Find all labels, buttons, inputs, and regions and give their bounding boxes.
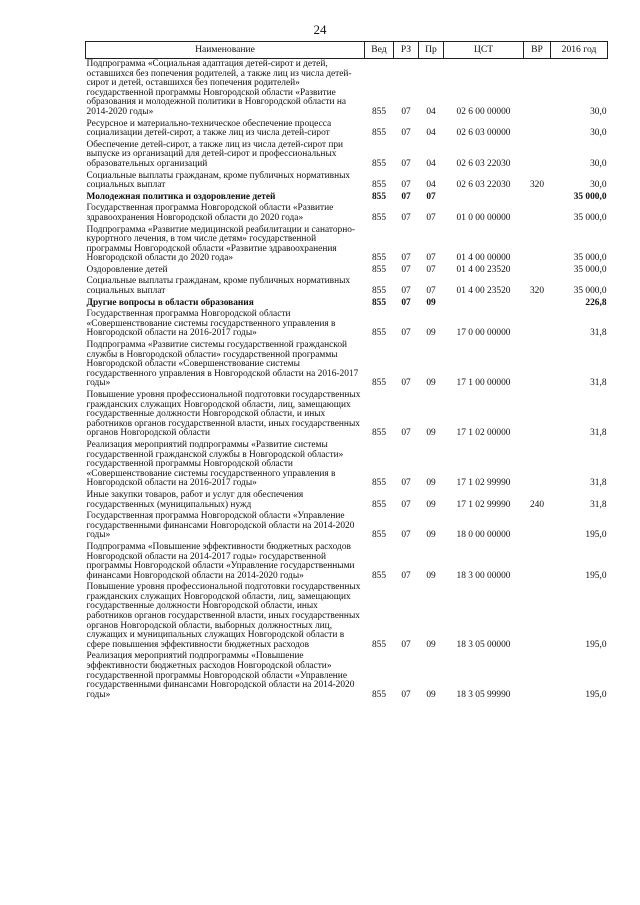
row-ved: 855 bbox=[371, 286, 387, 297]
row-name: Государственная программа Новгородской области «Совершенствование системы государственного управления в Новгородской области на 2016-2017 годы» bbox=[86, 309, 336, 339]
row-amount: 35 000,0 bbox=[573, 264, 607, 275]
row-vr bbox=[524, 119, 551, 140]
row-amount: 31,8 bbox=[590, 478, 607, 489]
row-vr bbox=[524, 309, 551, 340]
row-pr: 09 bbox=[426, 530, 436, 541]
header-cst: ЦСТ bbox=[444, 42, 524, 59]
row-cst: 01 4 00 23520 bbox=[456, 286, 511, 297]
table-row bbox=[86, 203, 608, 224]
row-name: Социальные выплаты гражданам, кроме публичных нормативных социальных выплат bbox=[86, 276, 351, 297]
header-rz: РЗ bbox=[394, 42, 419, 59]
row-rz: 07 bbox=[401, 689, 411, 700]
row-rz: 07 bbox=[401, 378, 411, 389]
row-amount: 31,8 bbox=[590, 328, 607, 339]
row-ved: 855 bbox=[371, 570, 387, 581]
table-row bbox=[86, 59, 608, 119]
row-cst: 18 3 00 00000 bbox=[456, 570, 511, 581]
table-row bbox=[86, 192, 608, 204]
row-rz: 07 bbox=[401, 286, 411, 297]
row-rz: 07 bbox=[401, 106, 411, 117]
table-row bbox=[86, 440, 608, 490]
row-pr: 07 bbox=[426, 253, 436, 264]
row-cst: 18 3 05 00000 bbox=[456, 639, 511, 650]
row-ved: 855 bbox=[371, 478, 387, 489]
row-cst: 02 6 03 22030 bbox=[456, 158, 511, 169]
row-name: Другие вопросы в области образования bbox=[86, 297, 254, 308]
header-pr: Пр bbox=[419, 42, 444, 59]
row-pr: 09 bbox=[426, 297, 436, 308]
table-row bbox=[86, 542, 608, 582]
row-rz: 07 bbox=[401, 428, 411, 439]
row-name: Оздоровление детей bbox=[86, 264, 168, 275]
row-ved: 855 bbox=[371, 378, 387, 389]
table-row bbox=[86, 298, 608, 310]
row-cst: 01 4 00 00000 bbox=[456, 253, 511, 264]
row-rz: 07 bbox=[401, 530, 411, 541]
row-pr: 07 bbox=[426, 264, 436, 275]
table-row bbox=[86, 225, 608, 265]
row-amount: 195,0 bbox=[585, 689, 607, 700]
row-cst bbox=[444, 192, 524, 204]
row-cst: 17 1 02 99990 bbox=[456, 478, 511, 489]
row-amount: 35 000,0 bbox=[573, 212, 607, 223]
row-rz: 07 bbox=[401, 478, 411, 489]
row-ved: 855 bbox=[371, 328, 387, 339]
row-amount: 226,8 bbox=[585, 297, 607, 308]
table-header-row bbox=[86, 42, 608, 59]
row-cst: 02 6 03 00000 bbox=[456, 128, 511, 139]
row-vr bbox=[524, 440, 551, 490]
row-ved: 855 bbox=[371, 158, 387, 169]
row-vr bbox=[524, 651, 551, 701]
table-row bbox=[86, 511, 608, 542]
row-rz: 07 bbox=[401, 180, 411, 191]
row-vr bbox=[524, 203, 551, 224]
row-pr: 04 bbox=[426, 158, 436, 169]
row-amount: 31,8 bbox=[590, 428, 607, 439]
row-ved: 855 bbox=[371, 253, 387, 264]
row-ved: 855 bbox=[371, 639, 387, 650]
header-name: Наименование bbox=[86, 42, 365, 59]
row-cst: 18 3 05 99990 bbox=[456, 689, 511, 700]
row-pr: 09 bbox=[426, 689, 436, 700]
row-vr bbox=[524, 390, 551, 440]
row-vr bbox=[524, 298, 551, 310]
table-row bbox=[86, 276, 608, 297]
table-row bbox=[86, 119, 608, 140]
row-amount: 35 000,0 bbox=[573, 191, 607, 202]
row-amount: 35 000,0 bbox=[573, 286, 607, 297]
table-row bbox=[86, 309, 608, 340]
row-rz: 07 bbox=[401, 264, 411, 275]
row-vr bbox=[524, 511, 551, 542]
row-vr bbox=[524, 582, 551, 651]
table-body bbox=[86, 59, 608, 702]
row-cst: 02 6 00 00000 bbox=[456, 106, 511, 117]
page-number: 24 bbox=[313, 22, 327, 37]
row-pr: 04 bbox=[426, 180, 436, 191]
table-row bbox=[86, 490, 608, 511]
header-ved: Вед bbox=[365, 42, 394, 59]
row-ved: 855 bbox=[371, 106, 387, 117]
row-rz: 07 bbox=[401, 639, 411, 650]
row-vr bbox=[524, 225, 551, 265]
row-name: Повышение уровня профессиональной подготовки государственных гражданских служащих Новгородской области, лиц, замещающих государственные должности Новгородской области, иных работников органов государственной власти, иных государственных органов Новгородской области, выборных должностных лиц, служащих и муниципальных служащих Новгородской области в сфере повышения эффективности бюджетных расходов bbox=[86, 582, 361, 650]
row-cst: 02 6 03 22030 bbox=[456, 180, 511, 191]
row-ved: 855 bbox=[371, 180, 387, 191]
row-amount: 30,0 bbox=[590, 158, 607, 169]
row-name: Подпрограмма «Развитие системы государственной гражданской службы в Новгородской области» государственной программы Новгородской области «Совершенствование системы государственного управления в Новгородской области на 2016-2017 годы» bbox=[86, 340, 359, 389]
row-name: Государственная программа Новгородской области «Управление государственными финансами Новгородской области на 2014-2020 годы» bbox=[86, 511, 355, 541]
row-cst: 17 0 00 00000 bbox=[456, 328, 511, 339]
row-name: Повышение уровня профессиональной подготовки государственных гражданских служащих Новгородской области, лиц, замещающих государственные должности Новгородской области, и иных работников органов государственной власти, иных государственных органов Новгородской области bbox=[86, 390, 361, 439]
row-ved: 855 bbox=[371, 128, 387, 139]
row-ved: 855 bbox=[371, 428, 387, 439]
row-ved: 855 bbox=[371, 264, 387, 275]
row-vr bbox=[524, 542, 551, 582]
header-amount: 2016 год bbox=[551, 42, 608, 59]
row-cst bbox=[444, 298, 524, 310]
row-pr: 09 bbox=[426, 639, 436, 650]
row-name: Ресурсное и материально-техническое обеспечение процесса социализации детей-сирот, а также лиц из числа детей-сирот bbox=[86, 118, 332, 139]
row-cst: 17 1 00 00000 bbox=[456, 378, 511, 389]
row-name: Подпрограмма «Развитие медицинской реабилитации и санаторно-курортного лечения, в том числе детям» государственной программы Новгородской области «Развитие здравоохранения Новгородской области до 2020 года» bbox=[86, 224, 356, 264]
row-ved: 855 bbox=[371, 530, 387, 541]
table-row bbox=[86, 390, 608, 440]
row-pr: 04 bbox=[426, 106, 436, 117]
row-vr: 240 bbox=[529, 499, 545, 510]
row-pr: 09 bbox=[426, 570, 436, 581]
row-amount: 30,0 bbox=[590, 180, 607, 191]
row-amount: 195,0 bbox=[585, 639, 607, 650]
row-amount: 31,8 bbox=[590, 378, 607, 389]
row-pr: 07 bbox=[426, 212, 436, 223]
row-pr: 09 bbox=[426, 378, 436, 389]
row-amount: 195,0 bbox=[585, 530, 607, 541]
row-name: Подпрограмма «Социальная адаптация детей-сирот и детей, оставшихся без попечения родителей, а также лиц из числа детей-сирот и детей, оставшихся без попечения родителей» государственной программы Новгородской области «Развитие образования и молодежной политики в Новгородской области на 2014-2020 годы» bbox=[86, 59, 352, 117]
header-vr: ВР bbox=[524, 42, 551, 59]
row-amount: 30,0 bbox=[590, 106, 607, 117]
row-pr: 09 bbox=[426, 478, 436, 489]
table-row bbox=[86, 140, 608, 171]
row-rz: 07 bbox=[401, 499, 411, 510]
row-vr bbox=[524, 140, 551, 171]
row-rz: 07 bbox=[401, 253, 411, 264]
row-amount: 195,0 bbox=[585, 570, 607, 581]
row-pr: 04 bbox=[426, 128, 436, 139]
row-pr: 07 bbox=[426, 286, 436, 297]
row-name: Обеспечение детей-сирот, а также лиц из числа детей-сирот при выпуске из организаций для детей-сирот и профессиональных образовательных организаций bbox=[86, 139, 344, 169]
row-vr: 320 bbox=[529, 180, 545, 191]
row-amount: 30,0 bbox=[590, 128, 607, 139]
row-name: Реализация мероприятий подпрограммы «Повышение эффективности бюджетных расходов Новгородской области» государственной программы Новгородской области «Управление государственными финансами Новгородской области на 2014-2020 годы» bbox=[86, 651, 355, 700]
row-cst: 01 0 00 00000 bbox=[456, 212, 511, 223]
table-row bbox=[86, 265, 608, 277]
row-ved: 855 bbox=[371, 191, 387, 202]
row-ved: 855 bbox=[371, 212, 387, 223]
row-pr: 07 bbox=[426, 191, 436, 202]
row-rz: 07 bbox=[401, 328, 411, 339]
row-rz: 07 bbox=[401, 128, 411, 139]
table-row bbox=[86, 651, 608, 701]
row-name: Молодежная политика и оздоровление детей bbox=[86, 191, 276, 202]
row-cst: 17 1 02 99990 bbox=[456, 499, 511, 510]
row-cst: 17 1 02 00000 bbox=[456, 428, 511, 439]
row-cst: 01 4 00 23520 bbox=[456, 264, 511, 275]
row-rz: 07 bbox=[401, 570, 411, 581]
row-ved: 855 bbox=[371, 689, 387, 700]
row-pr: 09 bbox=[426, 328, 436, 339]
row-rz: 07 bbox=[401, 297, 411, 308]
row-pr: 09 bbox=[426, 499, 436, 510]
row-cst: 18 0 00 00000 bbox=[456, 530, 511, 541]
row-vr bbox=[524, 192, 551, 204]
table-row bbox=[86, 171, 608, 192]
row-pr: 09 bbox=[426, 428, 436, 439]
row-vr bbox=[524, 59, 551, 119]
row-ved: 855 bbox=[371, 499, 387, 510]
budget-table bbox=[85, 41, 608, 701]
row-vr: 320 bbox=[529, 286, 545, 297]
table-row bbox=[86, 340, 608, 390]
row-rz: 07 bbox=[401, 191, 411, 202]
row-amount: 31,8 bbox=[590, 499, 607, 510]
row-name: Социальные выплаты гражданам, кроме публичных нормативных социальных выплат bbox=[86, 170, 351, 191]
table-row bbox=[86, 582, 608, 651]
row-name: Иные закупки товаров, работ и услуг для обеспечения государственных (муниципальных) нужд bbox=[86, 489, 304, 510]
row-vr bbox=[524, 265, 551, 277]
row-name: Реализация мероприятий подпрограммы «Развитие системы государственной гражданской службы в Новгородской области» государственной программы Новгородской области «Совершенствование системы государственного управления в Новгородской области на 2016-2017 годы» bbox=[86, 439, 344, 489]
row-ved: 855 bbox=[371, 297, 387, 308]
row-rz: 07 bbox=[401, 158, 411, 169]
row-name: Государственная программа Новгородской области «Развитие здравоохранения Новгородской области до 2020 года» bbox=[86, 203, 334, 223]
row-rz: 07 bbox=[401, 212, 411, 223]
row-vr bbox=[524, 340, 551, 390]
row-name: Подпрограмма «Повышение эффективности бюджетных расходов Новгородской области на 2014-2017 годы» государственной программы Новгородской области «Управление государственными финансами Новгородской области на 2014-2020 годы» bbox=[86, 541, 355, 581]
row-amount: 35 000,0 bbox=[573, 253, 607, 264]
